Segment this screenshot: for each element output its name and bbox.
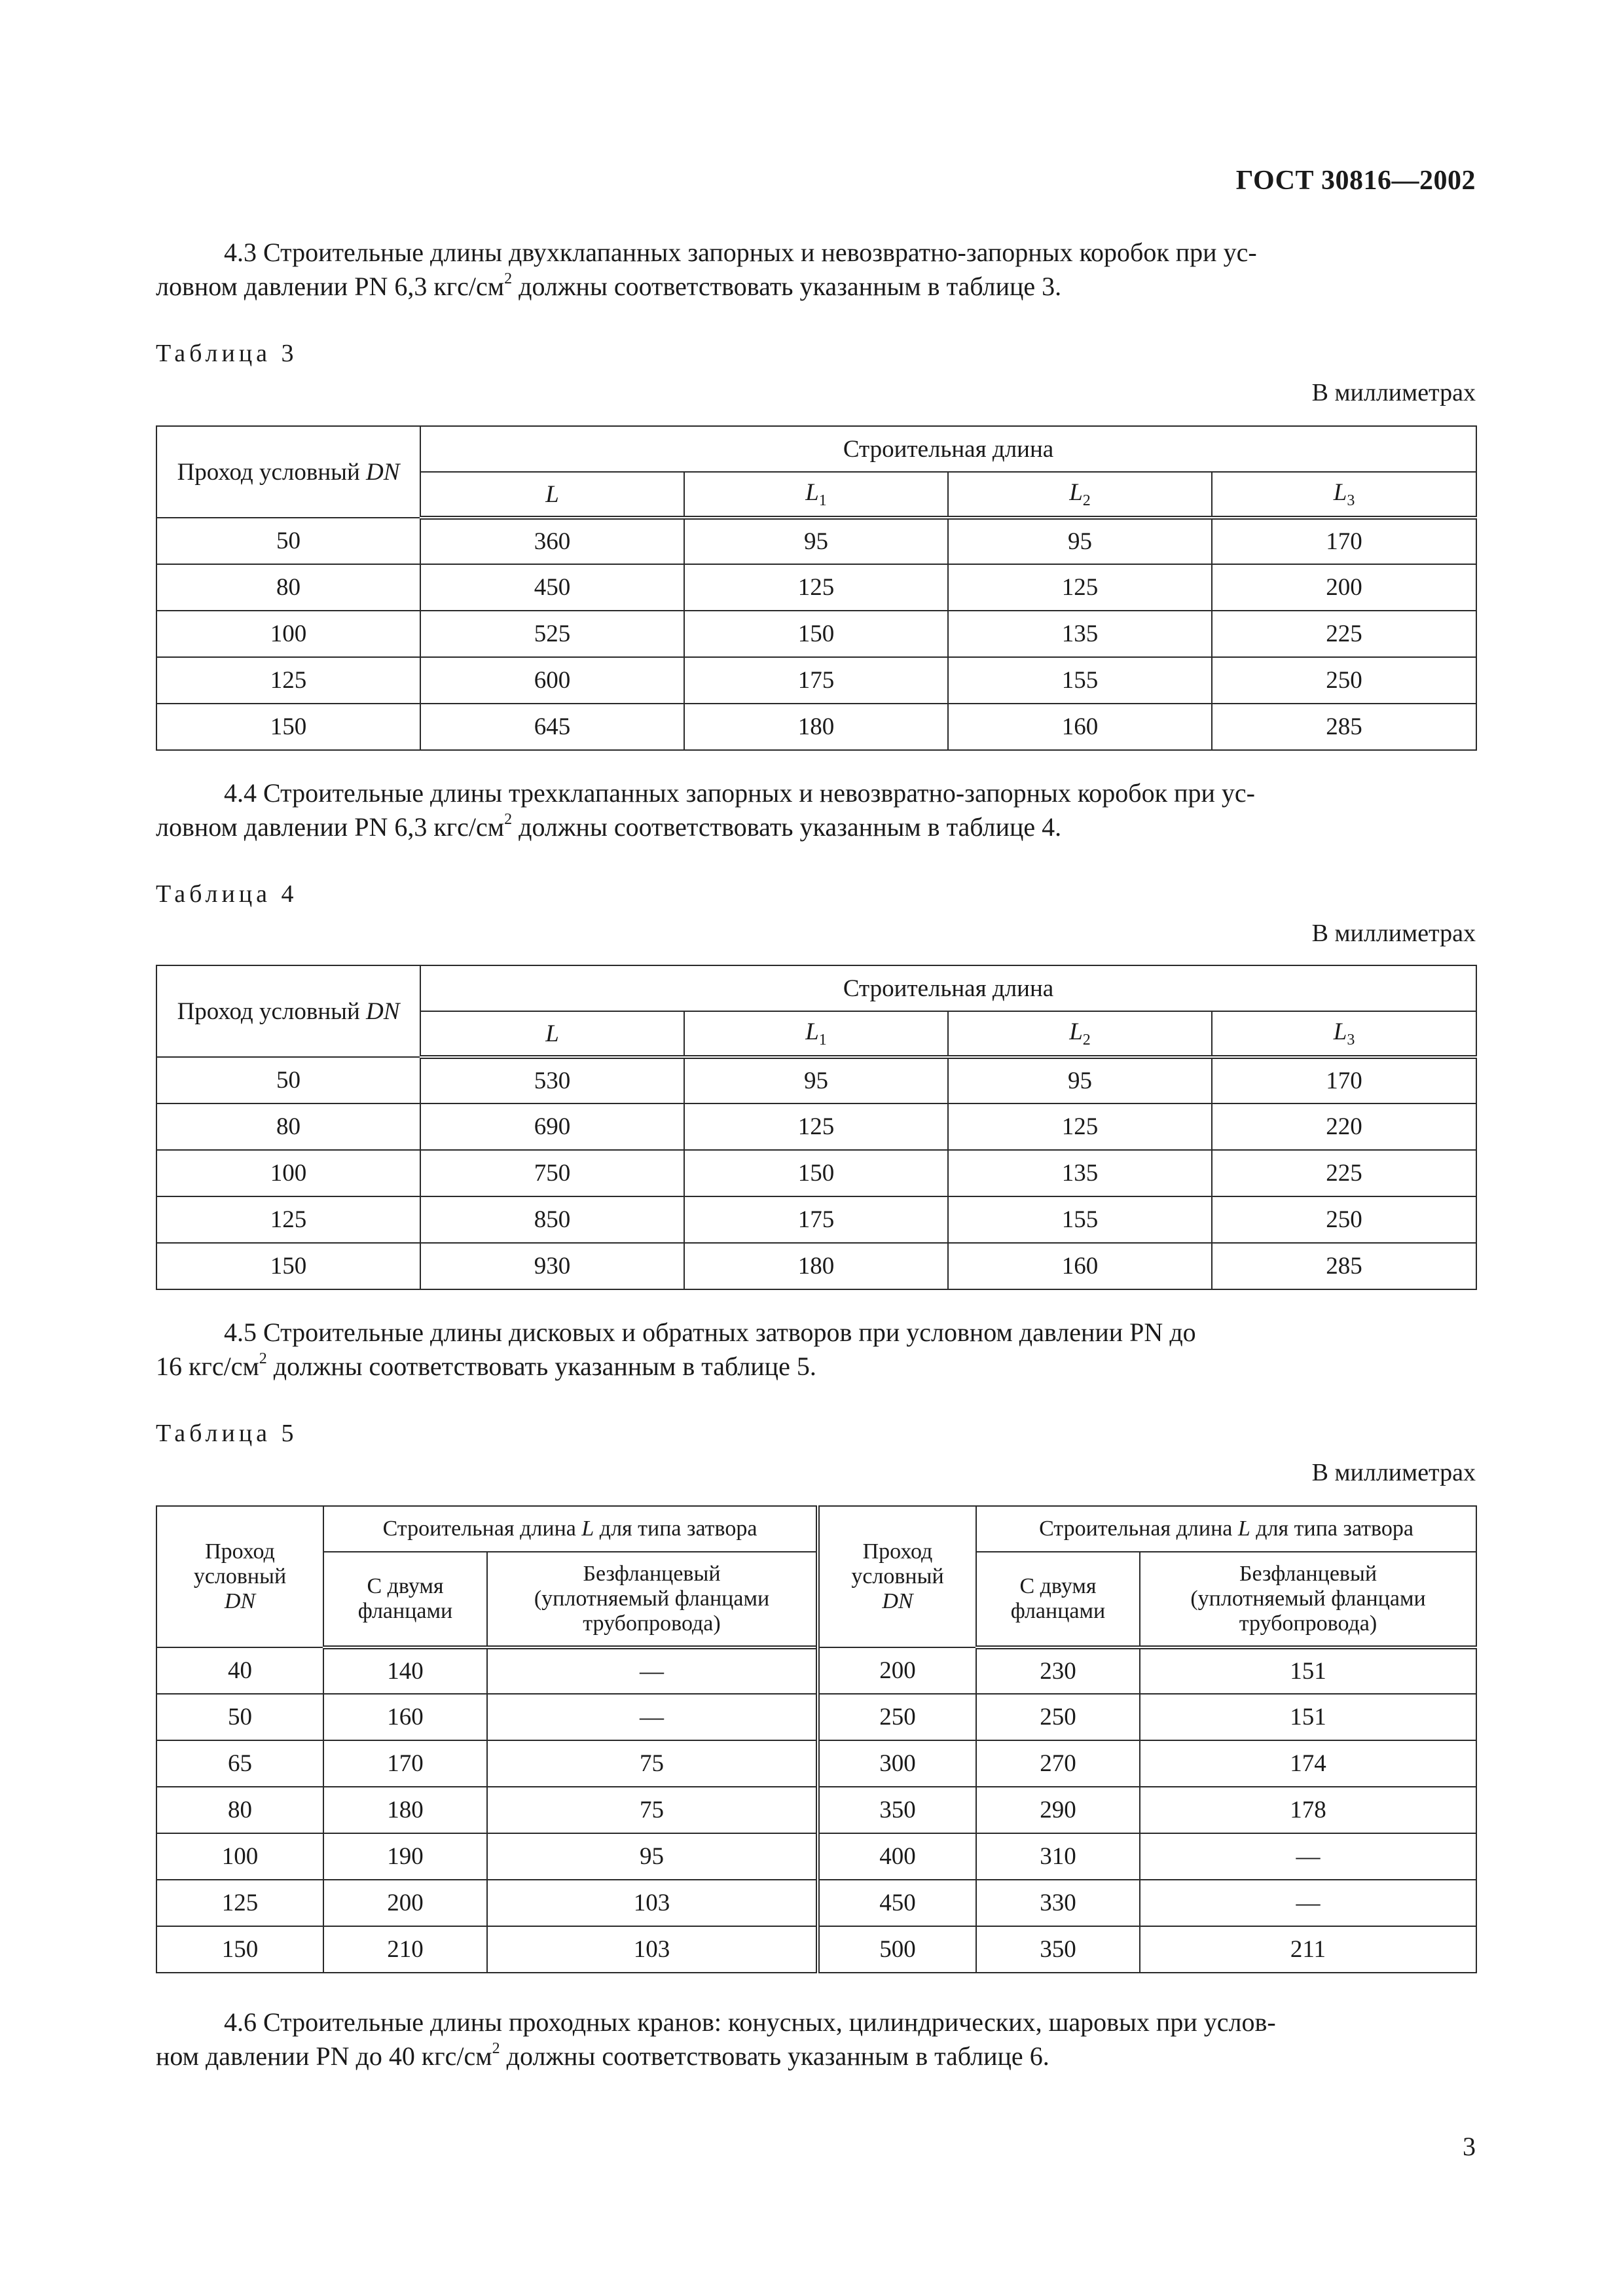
table4-header-L2-text: L — [1069, 1018, 1083, 1045]
table-row — [156, 1787, 1476, 1833]
table-5 — [156, 1505, 1477, 1973]
table5-header-two-line2: фланцами — [1010, 1599, 1106, 1623]
table-cell: 170 — [1212, 518, 1476, 564]
table-row — [156, 1150, 1476, 1196]
superscript: 2 — [504, 270, 513, 287]
paragraph-4-3-line2b: должны соответствовать указанным в таблице 3. — [512, 272, 1062, 301]
table3-header-L3-sub: 3 — [1347, 492, 1355, 509]
paragraph-4-4-line1: 4.4 Строительные длины трехклапанных запорных и невозвратно-запорных коробок при ус- — [224, 778, 1255, 808]
table-cell: 170 — [1212, 1057, 1476, 1103]
table-cell: 100 — [156, 1150, 420, 1196]
table4-header-group: Строительная длина — [420, 965, 1476, 1011]
table-cell: 270 — [976, 1740, 1140, 1787]
table-cell: 151 — [1140, 1694, 1476, 1740]
table-cell: 290 — [976, 1787, 1140, 1833]
table-row — [156, 1833, 1476, 1880]
table-cell: 175 — [684, 657, 948, 704]
table3-header-dn-var: DN — [366, 458, 400, 486]
table-cell: 170 — [323, 1740, 487, 1787]
table3-header-L — [420, 472, 684, 518]
table-cell: 250 — [976, 1694, 1140, 1740]
table-cell: 50 — [156, 1694, 323, 1740]
table4-header-L2 — [948, 1011, 1212, 1057]
table4-body — [156, 1057, 1476, 1289]
table-cell: 645 — [420, 704, 684, 750]
table-cell: 95 — [684, 1057, 948, 1103]
table3-header-group: Строительная длина — [420, 426, 1476, 472]
paragraph-4-6-line2b: должны соответствовать указанным в таблице 6. — [500, 2041, 1049, 2071]
table5-header-dn-left — [156, 1506, 323, 1647]
paragraph-4-5-line2b: должны соответствовать указанным в таблице 5. — [266, 1352, 816, 1381]
table5-header-group-var: L — [1237, 1516, 1250, 1541]
table5-header-wafer-line2: (уплотняемый фланцами — [1190, 1587, 1426, 1611]
table-cell: 285 — [1212, 1243, 1476, 1289]
table3-header-dn-text: Проход условный — [177, 458, 367, 486]
table-cell: 125 — [684, 564, 948, 611]
table4-header-dn-var: DN — [366, 997, 400, 1025]
table-row — [156, 1243, 1476, 1289]
table5-header-wafer-line3: трубопровода) — [1239, 1611, 1377, 1636]
table-cell: 180 — [684, 1243, 948, 1289]
table-cell: 530 — [420, 1057, 684, 1103]
table5-label: Таблица 5 — [156, 1420, 298, 1447]
table4-header-L1 — [684, 1011, 948, 1057]
paragraph-4-5-line1: 4.5 Строительные длины дисковых и обратных затворов при условном давлении PN до — [224, 1318, 1196, 1347]
table-3 — [156, 425, 1477, 751]
table-cell: 125 — [156, 1196, 420, 1243]
table5-header-wafer-right — [1140, 1552, 1476, 1647]
table-cell: 500 — [818, 1926, 976, 1973]
table-cell: 150 — [684, 1150, 948, 1196]
paragraph-4-3-line2a: ловном давлении PN 6,3 кгс/см — [156, 272, 505, 301]
table4-header-L1-sub: 1 — [818, 1031, 827, 1049]
table-cell: 103 — [487, 1926, 818, 1973]
table4-header-L2-sub: 2 — [1082, 1031, 1091, 1049]
table-row — [156, 657, 1476, 704]
table5-header-two-line2: фланцами — [357, 1599, 453, 1623]
table-cell: 160 — [948, 704, 1212, 750]
table-cell: 330 — [976, 1880, 1140, 1926]
table-cell: 95 — [684, 518, 948, 564]
table-cell: 155 — [948, 657, 1212, 704]
table5-header-wafer-line3: трубопровода) — [583, 1611, 721, 1636]
table-cell: 50 — [156, 1057, 420, 1103]
table-row — [156, 704, 1476, 750]
table5-header-group-b: для типа затвора — [594, 1516, 757, 1541]
table-cell: 160 — [323, 1694, 487, 1740]
table-row — [156, 1057, 1476, 1103]
table-cell: 75 — [487, 1787, 818, 1833]
table-cell: 174 — [1140, 1740, 1476, 1787]
table4-header-L3-text: L — [1333, 1018, 1347, 1045]
table5-header-wafer-line1: Безфланцевый — [583, 1562, 721, 1586]
table4-header-dn — [156, 965, 420, 1057]
table-cell: 210 — [323, 1926, 487, 1973]
table5-units: В миллиметрах — [1311, 1459, 1476, 1486]
table3-header-L1-text: L — [805, 479, 819, 506]
table4-units: В миллиметрах — [1311, 920, 1476, 947]
table-cell: 103 — [487, 1880, 818, 1926]
table-cell: 450 — [818, 1880, 976, 1926]
table5-header-dn-line3: DN — [224, 1589, 256, 1613]
paragraph-4-3-line1: 4.3 Строительные длины двухклапанных запорных и невозвратно-запорных коробок при ус- — [224, 238, 1257, 267]
table-row — [156, 1740, 1476, 1787]
table-cell: 40 — [156, 1647, 323, 1694]
paragraph-4-4-line2a: ловном давлении PN 6,3 кгс/см — [156, 812, 505, 842]
table5-header-wafer-line2: (уплотняемый фланцами — [534, 1587, 770, 1611]
table5-header-two-line1: С двумя — [367, 1574, 444, 1598]
table-cell: 95 — [487, 1833, 818, 1880]
table-cell: 150 — [156, 1926, 323, 1973]
table5-header-dn-line3: DN — [882, 1589, 913, 1613]
table-cell: 100 — [156, 1833, 323, 1880]
paragraph-4-6 — [156, 2005, 1476, 2073]
table3-header-L2 — [948, 472, 1212, 518]
table3-header-L1-sub: 1 — [818, 492, 827, 509]
paragraph-4-5-line2a: 16 кгс/см — [156, 1352, 259, 1381]
table-cell: 80 — [156, 1787, 323, 1833]
table5-header-two-line1: С двумя — [1019, 1574, 1097, 1598]
table-cell: — — [487, 1694, 818, 1740]
table-cell: 450 — [420, 564, 684, 611]
table5-header-group-a: Строительная длина — [382, 1516, 582, 1541]
table3-header-L2-sub: 2 — [1082, 492, 1091, 509]
table5-body — [156, 1647, 1476, 1973]
table3-header-L1 — [684, 472, 948, 518]
table-cell: 100 — [156, 611, 420, 657]
table-cell: 125 — [156, 1880, 323, 1926]
table-cell: 350 — [976, 1926, 1140, 1973]
table5-header-group-left — [323, 1506, 818, 1552]
table-cell: 180 — [684, 704, 948, 750]
table-row — [156, 518, 1476, 564]
table5-header-dn-line1: Проход — [205, 1539, 275, 1564]
table3-units: В миллиметрах — [1311, 379, 1476, 406]
table5-header-dn-right — [818, 1506, 976, 1647]
paragraph-4-6-line1: 4.6 Строительные длины проходных кранов: конусных, цилиндрических, шаровых при услов- — [224, 2007, 1276, 2037]
table-cell: 125 — [156, 657, 420, 704]
table-row — [156, 1647, 1476, 1694]
table-cell: 250 — [1212, 1196, 1476, 1243]
table-cell: 850 — [420, 1196, 684, 1243]
table-cell: 200 — [323, 1880, 487, 1926]
table-cell: 690 — [420, 1103, 684, 1150]
table5-header-group-a: Строительная длина — [1039, 1516, 1238, 1541]
table-cell: 151 — [1140, 1647, 1476, 1694]
table3-header-L-text: L — [545, 480, 559, 508]
table5-header-group-var: L — [581, 1516, 594, 1541]
table3-body — [156, 518, 1476, 750]
table-cell: — — [1140, 1833, 1476, 1880]
table-cell: 200 — [1212, 564, 1476, 611]
table-cell: 125 — [948, 1103, 1212, 1150]
table-row — [156, 564, 1476, 611]
table-cell: 95 — [948, 1057, 1212, 1103]
paragraph-4-3 — [156, 236, 1476, 304]
table5-header-dn-line1: Проход — [862, 1539, 933, 1564]
table-cell: 350 — [818, 1787, 976, 1833]
superscript: 2 — [259, 1350, 267, 1367]
table5-header-wafer-line1: Безфланцевый — [1239, 1562, 1377, 1586]
table-cell: 150 — [156, 704, 420, 750]
superscript: 2 — [492, 2039, 500, 2057]
table4-header-L — [420, 1011, 684, 1057]
table5-header-group-right — [976, 1506, 1476, 1552]
table-cell: 250 — [818, 1694, 976, 1740]
table-row — [156, 1103, 1476, 1150]
table-cell: — — [487, 1647, 818, 1694]
table-cell: 125 — [684, 1103, 948, 1150]
table-cell: 125 — [948, 564, 1212, 611]
table-cell: — — [1140, 1880, 1476, 1926]
table3-header-L2-text: L — [1069, 479, 1083, 506]
table-cell: 310 — [976, 1833, 1140, 1880]
table4-header-dn-text: Проход условный — [177, 997, 367, 1025]
table4-header-L3-sub: 3 — [1347, 1031, 1355, 1049]
table4-label: Таблица 4 — [156, 880, 298, 908]
table-cell: 135 — [948, 611, 1212, 657]
table-4 — [156, 965, 1477, 1290]
table-cell: 175 — [684, 1196, 948, 1243]
table5-header-wafer-left — [487, 1552, 818, 1647]
table-cell: 400 — [818, 1833, 976, 1880]
table-row — [156, 611, 1476, 657]
table5-header-two-flanges-right — [976, 1552, 1140, 1647]
table-cell: 190 — [323, 1833, 487, 1880]
table-cell: 150 — [156, 1243, 420, 1289]
table-cell: 75 — [487, 1740, 818, 1787]
table-cell: 140 — [323, 1647, 487, 1694]
table3-label: Таблица 3 — [156, 340, 298, 367]
table-cell: 285 — [1212, 704, 1476, 750]
table-cell: 150 — [684, 611, 948, 657]
table-cell: 200 — [818, 1647, 976, 1694]
table-cell: 65 — [156, 1740, 323, 1787]
paragraph-4-4-line2b: должны соответствовать указанным в таблице 4. — [512, 812, 1062, 842]
table-cell: 155 — [948, 1196, 1212, 1243]
table4-header-L3 — [1212, 1011, 1476, 1057]
table5-header-dn-line2: условный — [851, 1564, 944, 1588]
paragraph-4-4 — [156, 776, 1476, 844]
table-cell: 930 — [420, 1243, 684, 1289]
table3-header-dn — [156, 426, 420, 518]
table5-header-two-flanges-left — [323, 1552, 487, 1647]
table-cell: 180 — [323, 1787, 487, 1833]
table-cell: 225 — [1212, 1150, 1476, 1196]
table-row — [156, 1926, 1476, 1973]
table-cell: 360 — [420, 518, 684, 564]
table-cell: 178 — [1140, 1787, 1476, 1833]
table-cell: 80 — [156, 1103, 420, 1150]
table-cell: 211 — [1140, 1926, 1476, 1973]
page-number: 3 — [1463, 2132, 1476, 2161]
table-cell: 250 — [1212, 657, 1476, 704]
table-row — [156, 1880, 1476, 1926]
table-cell: 80 — [156, 564, 420, 611]
table-cell: 135 — [948, 1150, 1212, 1196]
table-cell: 750 — [420, 1150, 684, 1196]
table-row — [156, 1694, 1476, 1740]
table-cell: 225 — [1212, 611, 1476, 657]
table-cell: 300 — [818, 1740, 976, 1787]
superscript: 2 — [504, 810, 513, 828]
paragraph-4-6-line2a: ном давлении PN до 40 кгс/см — [156, 2041, 492, 2071]
table-cell: 220 — [1212, 1103, 1476, 1150]
table-row — [156, 1196, 1476, 1243]
table3-header-L3 — [1212, 472, 1476, 518]
table-cell: 230 — [976, 1647, 1140, 1694]
table-cell: 95 — [948, 518, 1212, 564]
document-code: ГОСТ 30816—2002 — [1235, 166, 1476, 196]
table-cell: 160 — [948, 1243, 1212, 1289]
table4-header-L-text: L — [545, 1020, 559, 1047]
table5-header-dn-line2: условный — [193, 1564, 287, 1588]
table-cell: 525 — [420, 611, 684, 657]
paragraph-4-5 — [156, 1316, 1476, 1384]
table4-header-L1-text: L — [805, 1018, 819, 1045]
table-cell: 600 — [420, 657, 684, 704]
table-cell: 50 — [156, 518, 420, 564]
table3-header-L3-text: L — [1333, 479, 1347, 506]
table5-header-group-b: для типа затвора — [1250, 1516, 1413, 1541]
